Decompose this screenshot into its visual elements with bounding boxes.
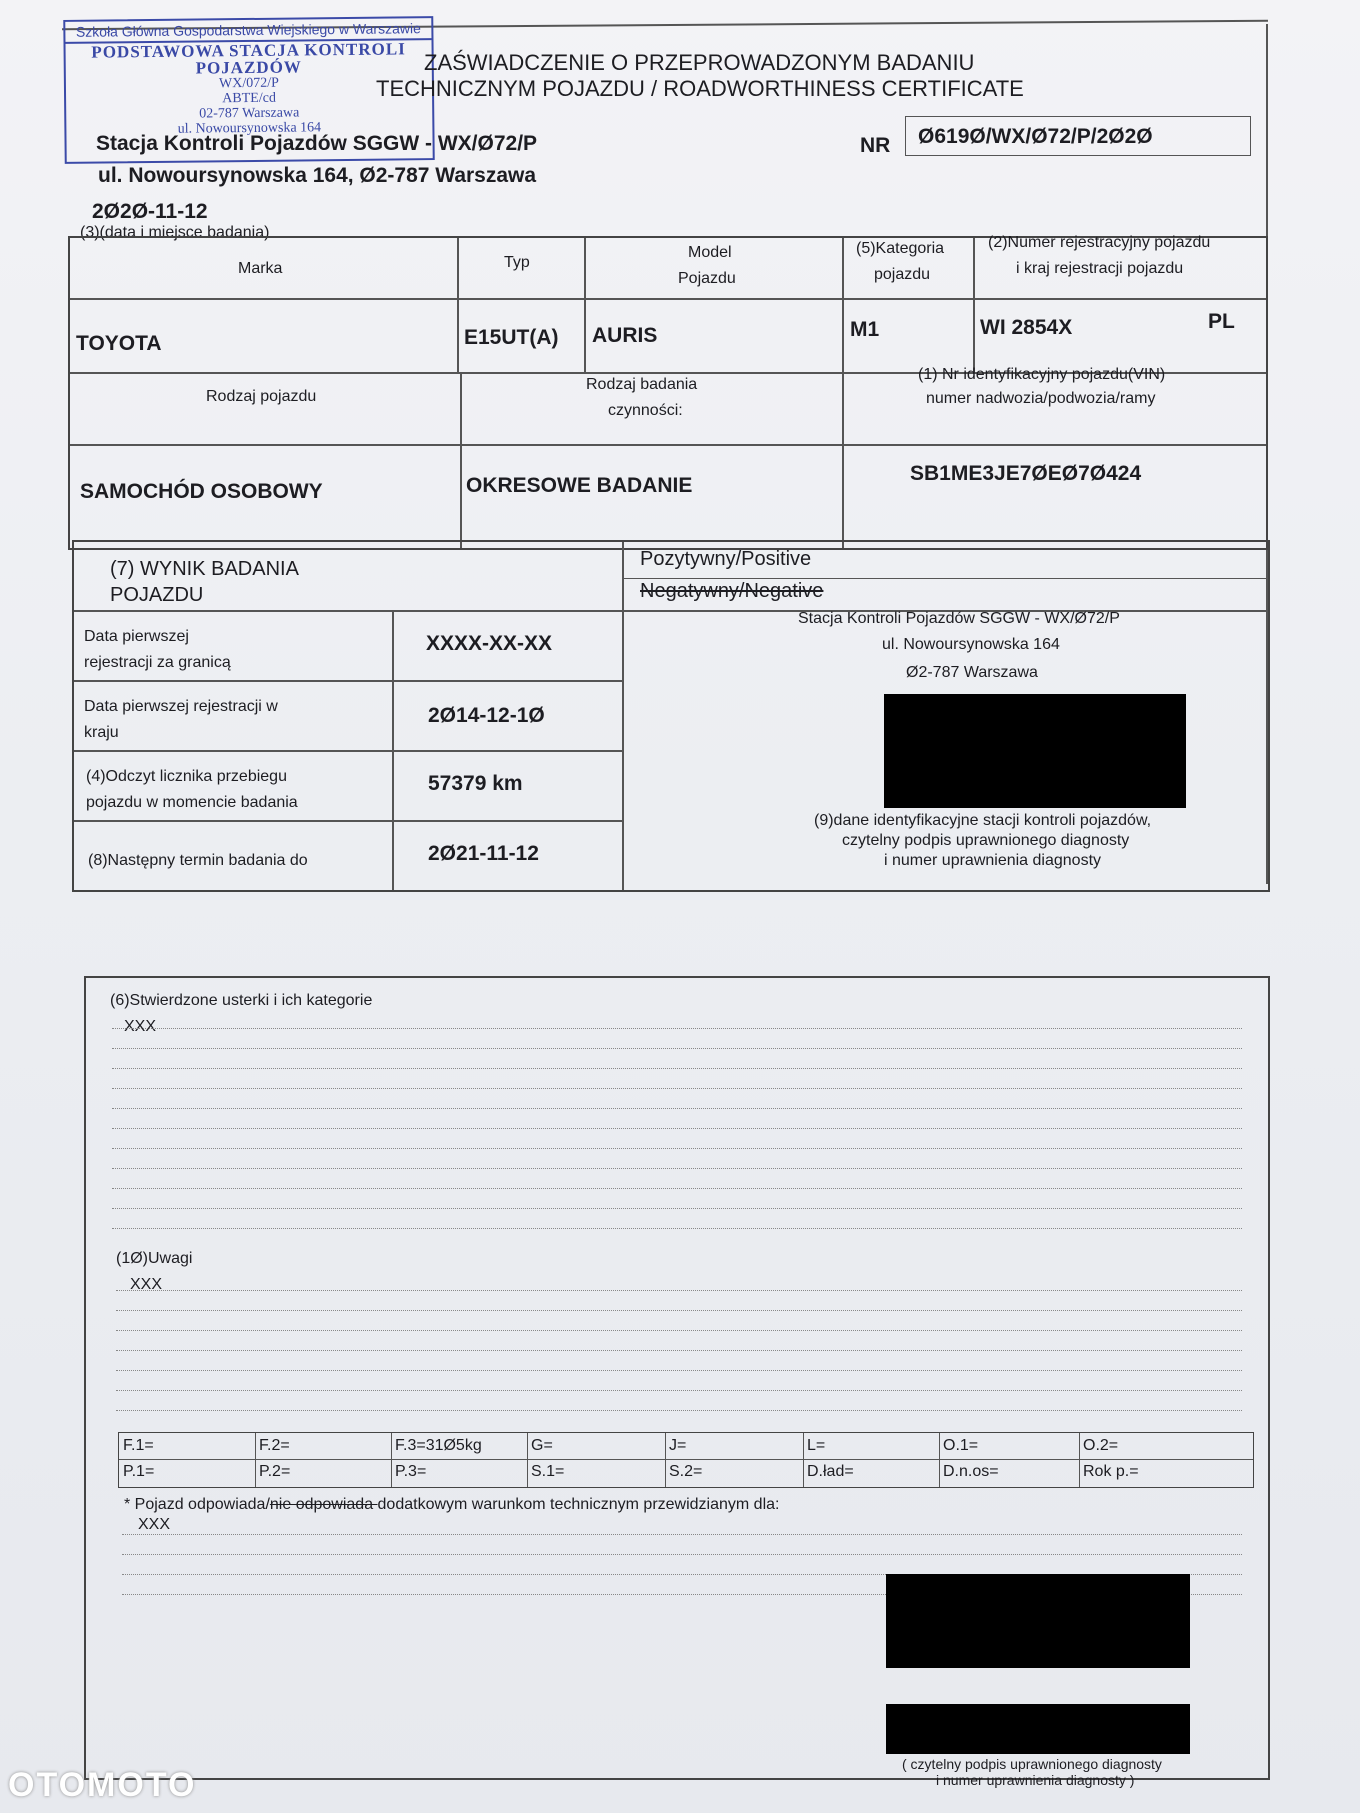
conditions-text [124,1496,779,1514]
lower-sig-caption-2: i numer uprawnienia diagnosty ) [936,1772,1135,1788]
badanie-value: OKRESOWE BADANIE [466,474,693,497]
sig-caption-2: czytelny podpis uprawnionego diagnosty [842,832,1130,849]
row-label: (4)Odczyt licznika przebiegu [86,768,287,785]
marka-value: TOYOTA [76,332,162,355]
result-station-3: Ø2-787 Warszawa [906,664,1038,681]
vin-value: SB1ME3JE7ØEØ7Ø424 [910,462,1142,485]
sig-caption-1: (9)dane identyfikacyjne stacji kontroli pojazdów, [814,812,1152,829]
col-nr-rej-1: (2)Numer rejestracyjny pojazdu [988,234,1211,251]
param-cell: S.2= [669,1463,703,1480]
row-label: rejestracji za granicą [84,654,231,671]
conditions-value: XXX [138,1516,171,1533]
col-badanie-2: czynności: [608,402,683,419]
stamp-city: 02-787 Warszawa [199,105,300,122]
param-cell: D.ład= [807,1463,854,1480]
param-cell: F.3=31Ø5kg [395,1437,482,1454]
result-station-2: ul. Nowoursynowska 164 [882,636,1060,653]
stamp-title-2: POJAZDÓW [195,57,302,78]
signature-redaction-2 [886,1574,1190,1668]
conditions-strike: nie odpowiada [269,1496,378,1513]
row-value: 2Ø21-11-12 [428,842,539,865]
row-label: kraju [84,724,119,741]
col-kategoria-1: (5)Kategoria [856,240,945,257]
param-cell: G= [531,1437,553,1454]
result-positive: Pozytywny/Positive [640,548,812,570]
nr-rej-value: WI 2854X [980,316,1073,339]
nr-label: NR [860,134,891,157]
result-station-1: Stacja Kontroli Pojazdów SGGW - WX/Ø72/P [798,610,1120,627]
stamp-code: WX/072/P [218,75,279,92]
row-label: Data pierwszej [84,628,189,645]
result-negative: Negatywny/Negative [640,580,824,602]
row-label: (8)Następny termin badania do [88,852,308,869]
col-typ: Typ [504,254,530,271]
lower-sig-caption-1: ( czytelny podpis uprawnionego diagnosty [902,1756,1162,1772]
technical-params-table [118,1432,1254,1488]
result-label-1: (7) WYNIK BADANIA [110,558,299,580]
vehicle-table [68,236,1268,550]
param-cell: J= [669,1437,687,1454]
remarks-label: (1Ø)Uwagi [116,1250,193,1267]
param-cell: S.1= [531,1463,565,1480]
row-value: 57379 km [428,772,523,795]
signature-redaction [884,694,1186,808]
exam-date: 2Ø2Ø-11-12 [92,200,208,223]
certificate-title-2: TECHNICZNYM POJAZDU / ROADWORTHINESS CERTIFICATE [376,76,1024,101]
row-value: XXXX-XX-XX [426,632,553,655]
kategoria-value: M1 [850,318,880,341]
defects-value: XXX [124,1018,157,1035]
col-model-2: Pojazdu [678,270,736,287]
param-cell: D.n.os= [943,1463,999,1480]
date-caption: (3)(data i miejsce badania) [80,224,270,241]
param-cell: P.3= [395,1463,427,1480]
col-vin-2: numer nadwozia/podwozia/ramy [926,390,1156,407]
result-label-2: POJAZDU [110,584,204,606]
col-rodzaj: Rodzaj pojazdu [206,388,317,405]
certificate-number: Ø619Ø/WX/Ø72/P/2Ø2Ø [905,116,1251,156]
stamp-street: ul. Nowoursynowska 164 [177,120,322,137]
model-value: AURIS [592,324,658,347]
sig-caption-3: i numer uprawnienia diagnosty [884,852,1102,869]
param-cell: P.1= [123,1463,155,1480]
typ-value: E15UT(A) [464,326,559,349]
conditions-suffix: dodatkowym warunkom technicznym przewidzianym dla: [377,1496,780,1513]
row-value: 2Ø14-12-1Ø [428,704,545,727]
stamp-title: PODSTAWOWA STACJA KONTROLI [91,39,406,62]
stamp-sub: ABTE/cd [222,90,276,107]
lower-section [84,976,1270,1788]
col-kategoria-2: pojazdu [874,266,931,283]
station-name: Stacja Kontroli Pojazdów SGGW - WX/Ø72/P [96,132,538,155]
defects-label: (6)Stwierdzone usterki i ich kategorie [110,992,373,1009]
param-cell: Rok p.= [1083,1463,1139,1480]
result-section [72,540,1270,892]
param-cell: F.2= [259,1437,290,1454]
col-vin-1: (1) Nr identyfikacyjny pojazdu(VIN) [918,366,1166,383]
remarks-value: XXX [130,1276,163,1293]
param-cell: L= [807,1437,826,1454]
otomoto-watermark: OTOMOTO [8,1766,197,1804]
param-cell: P.2= [259,1463,291,1480]
row-label: Data pierwszej rejestracji w [84,698,278,715]
col-badanie-1: Rodzaj badania [586,376,698,393]
rodzaj-value: SAMOCHÓD OSOBOWY [80,480,323,503]
kraj-value: PL [1208,310,1235,333]
col-nr-rej-2: i kraj rejestracji pojazdu [1016,260,1184,277]
col-marka: Marka [238,260,283,277]
param-cell: O.2= [1083,1437,1119,1454]
signature-redaction-3 [886,1704,1190,1754]
station-address: ul. Nowoursynowska 164, Ø2-787 Warszawa [98,164,537,187]
col-model-1: Model [688,244,732,261]
row-label: pojazdu w momencie badania [86,794,298,811]
param-cell: O.1= [943,1437,979,1454]
param-cell: F.1= [123,1437,154,1454]
certificate-title-1: ZAŚWIADCZENIE O PRZEPROWADZONYM BADANIU [424,50,975,75]
stamp-university: Szkoła Główna Gospodarstwa Wiejskiego w Warszawie [65,18,431,44]
conditions-prefix: * Pojazd odpowiada/ [124,1496,270,1513]
